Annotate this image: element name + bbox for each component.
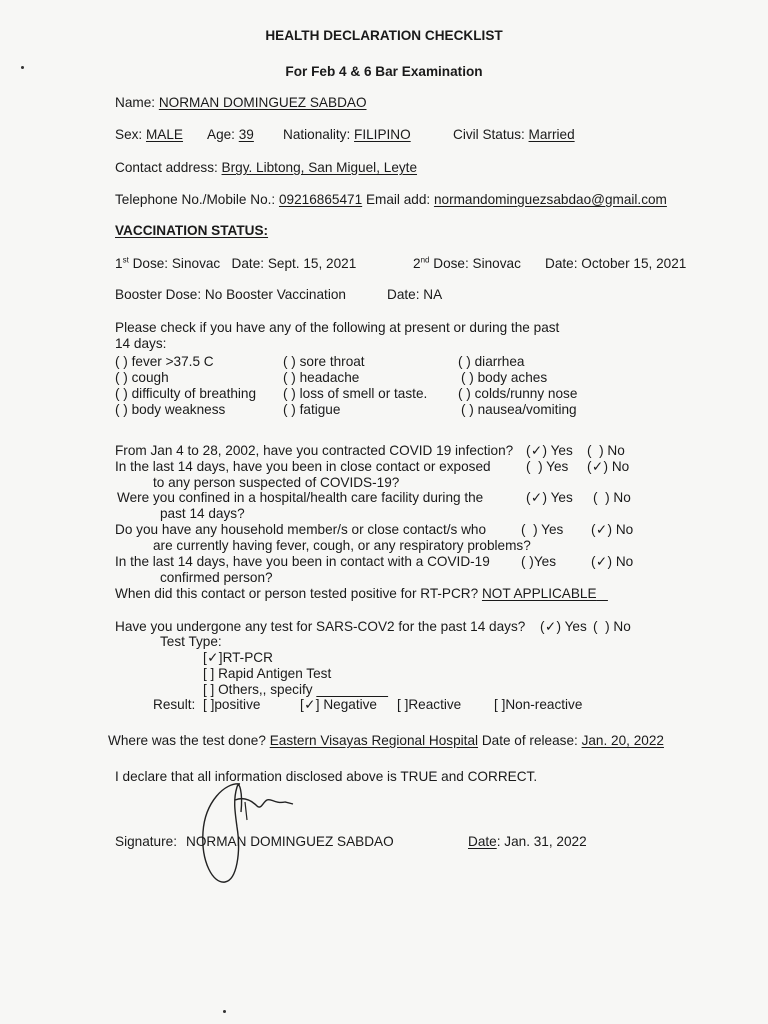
declaration-text: I declare that all information disclosed above is TRUE and CORRECT. bbox=[115, 769, 538, 784]
q7-yes-option[interactable]: (✓) Yes bbox=[540, 619, 587, 634]
symptom-weakness[interactable]: ( ) body weakness bbox=[115, 402, 226, 417]
q3-no-label: No bbox=[613, 490, 631, 505]
q2-text-2: to any person suspected of COVIDS-19? bbox=[153, 475, 400, 490]
check-mark-icon: ✓ bbox=[591, 459, 604, 474]
check-mark-icon: ✓ bbox=[530, 490, 543, 505]
q4-no-label: No bbox=[615, 522, 634, 537]
q6-text: When did this contact or person tested positive for RT-PCR? bbox=[115, 586, 479, 601]
test-antigen-option[interactable]: [ ] Rapid Antigen Test bbox=[203, 666, 332, 681]
check-mark-icon: ✓ bbox=[304, 697, 316, 712]
symptom-headache[interactable]: ( ) headache bbox=[283, 370, 360, 385]
result-nonreactive-label: ]Non-reactive bbox=[501, 697, 583, 712]
result-positive-label: ]positive bbox=[210, 697, 261, 712]
test-type-label: Test Type: bbox=[160, 634, 222, 649]
test-others-option[interactable]: [ ] Others,, specify bbox=[203, 682, 313, 697]
test-rtpcr-option[interactable]: [✓]RT-PCR bbox=[203, 650, 273, 665]
q5-no-label: No bbox=[615, 554, 634, 569]
contact-line bbox=[115, 192, 667, 208]
signature-date-line bbox=[468, 834, 587, 850]
phone-label: Telephone No./Mobile No.: bbox=[115, 192, 276, 207]
symptom-nausea[interactable]: ( ) nausea/vomiting bbox=[461, 402, 577, 417]
booster-date: Date: NA bbox=[387, 287, 443, 302]
dose1-text: Dose: Sinovac Date: Sept. 15, 2021 bbox=[128, 256, 357, 271]
check-mark-icon: ✓ bbox=[595, 554, 608, 569]
q3-yes-option[interactable]: (✓) Yes bbox=[526, 490, 573, 505]
check-mark-icon: ✓ bbox=[595, 522, 608, 537]
q2-yes-label: Yes bbox=[546, 459, 569, 474]
q1-yes-option[interactable]: (✓) Yes bbox=[526, 443, 573, 458]
scan-speck bbox=[21, 66, 24, 69]
symptom-fever[interactable]: ( ) fever >37.5 C bbox=[115, 354, 214, 369]
dose1-ordinal: st bbox=[122, 255, 129, 265]
q1-yes-label: Yes bbox=[550, 443, 573, 458]
q5-yes-option[interactable]: ( )Yes bbox=[521, 554, 557, 569]
result-positive-option[interactable]: [ ]positive bbox=[203, 697, 261, 712]
nationality-value: FILIPINO bbox=[354, 127, 411, 142]
q1-text: From Jan 4 to 28, 2002, have you contracted COVID 19 infection? bbox=[115, 443, 514, 458]
q5-text-1: In the last 14 days, have you been in contact with a COVID-19 bbox=[115, 554, 490, 569]
age-line bbox=[207, 127, 254, 143]
q5-yes-label: Yes bbox=[533, 554, 557, 569]
q7-yes-label: Yes bbox=[564, 619, 587, 634]
test-rtpcr-label: RT-PCR bbox=[222, 650, 273, 665]
result-reactive-label: ]Reactive bbox=[404, 697, 462, 712]
sex-line bbox=[115, 127, 183, 143]
dose2-date: Date: October 15, 2021 bbox=[545, 256, 687, 271]
sex-value: MALE bbox=[145, 127, 184, 142]
signature-name: NORMAN DOMINGUEZ SABDAO bbox=[186, 834, 394, 849]
q5-text-2: confirmed person? bbox=[160, 570, 273, 585]
test-location-line bbox=[108, 733, 664, 749]
dose2-number: 2 bbox=[413, 256, 421, 271]
check-mark-icon: ✓ bbox=[207, 650, 219, 665]
address-label: Contact address: bbox=[115, 160, 218, 175]
dose2-text: Dose: Sinovac bbox=[429, 256, 521, 271]
where-value: Eastern Visayas Regional Hospital bbox=[269, 733, 479, 748]
q3-text-2: past 14 days? bbox=[160, 506, 245, 521]
age-label: Age: bbox=[207, 127, 235, 142]
q7-no-option[interactable]: ( ) No bbox=[593, 619, 631, 634]
q4-text-2: are currently having fever, cough, or any respiratory problems? bbox=[153, 538, 531, 553]
check-mark-icon: ✓ bbox=[530, 443, 543, 458]
age-value: 39 bbox=[238, 127, 254, 142]
signature-label: Signature: bbox=[115, 834, 177, 849]
q2-no-option[interactable]: (✓) No bbox=[587, 459, 630, 474]
q7-text: Have you undergone any test for SARS-COV2 for the past 14 days? bbox=[115, 619, 526, 634]
q1-no-option[interactable]: ( ) No bbox=[587, 443, 625, 458]
date-value: : Jan. 31, 2022 bbox=[496, 834, 587, 849]
civil-status-value: Married bbox=[528, 127, 575, 142]
q4-yes-option[interactable]: ( ) Yes bbox=[521, 522, 564, 537]
name-line bbox=[115, 95, 367, 111]
result-negative-label: Negative bbox=[323, 697, 377, 712]
test-others-label: Others,, specify bbox=[218, 682, 313, 697]
symptom-fatigue[interactable]: ( ) fatigue bbox=[283, 402, 341, 417]
symptom-cough[interactable]: ( ) cough bbox=[115, 370, 169, 385]
release-value: Jan. 20, 2022 bbox=[581, 733, 664, 748]
result-nonreactive-option[interactable]: [ ]Non-reactive bbox=[494, 697, 583, 712]
test-antigen-label: Rapid Antigen Test bbox=[218, 666, 332, 681]
nationality-line bbox=[283, 127, 411, 143]
result-reactive-option[interactable]: [ ]Reactive bbox=[397, 697, 462, 712]
q4-no-option[interactable]: (✓) No bbox=[591, 522, 634, 537]
phone-value: 09216865471 bbox=[278, 192, 363, 207]
email-label: Email add: bbox=[365, 192, 431, 207]
q2-no-label: No bbox=[611, 459, 630, 474]
q2-yes-option[interactable]: ( ) Yes bbox=[526, 459, 569, 474]
dose1-number: 1 bbox=[115, 256, 123, 271]
nationality-label: Nationality: bbox=[283, 127, 351, 142]
form-title: HEALTH DECLARATION CHECKLIST bbox=[265, 28, 503, 43]
booster-line: Booster Dose: No Booster Vaccination bbox=[115, 287, 346, 302]
check-mark-icon: ✓ bbox=[544, 619, 557, 634]
q3-text-1: Were you confined in a hospital/health care facility during the bbox=[117, 490, 484, 505]
result-negative-option[interactable]: [✓] Negative bbox=[300, 697, 377, 712]
address-line bbox=[115, 160, 417, 176]
release-label: Date of release: bbox=[481, 733, 578, 748]
q6-value: NOT APPLICABLE bbox=[481, 586, 597, 601]
symptom-colds[interactable]: ( ) colds/runny nose bbox=[458, 386, 578, 401]
dose2-ordinal: nd bbox=[420, 255, 430, 265]
q3-yes-label: Yes bbox=[550, 490, 573, 505]
symptom-smell-taste[interactable]: ( ) loss of smell or taste. bbox=[283, 386, 428, 401]
civil-status-label: Civil Status: bbox=[453, 127, 525, 142]
q3-no-option[interactable]: ( ) No bbox=[593, 490, 631, 505]
q5-no-option[interactable]: (✓) No bbox=[591, 554, 634, 569]
symptom-sore-throat[interactable]: ( ) sore throat bbox=[283, 354, 365, 369]
name-label: Name: bbox=[115, 95, 156, 110]
symptoms-intro-2: 14 days: bbox=[115, 336, 167, 351]
where-label: Where was the test done? bbox=[108, 733, 266, 748]
name-value: NORMAN DOMINGUEZ SABDAO bbox=[158, 95, 367, 110]
symptom-body-aches[interactable]: ( ) body aches bbox=[461, 370, 548, 385]
handwritten-signature-icon bbox=[185, 772, 305, 892]
date-label: Date bbox=[468, 834, 497, 849]
civil-status-line bbox=[453, 127, 575, 143]
result-label: Result: bbox=[153, 697, 196, 712]
q4-text-1: Do you have any household member/s or close contact/s who bbox=[115, 522, 487, 537]
scan-speck bbox=[223, 1010, 226, 1013]
dose2-line bbox=[413, 256, 521, 272]
q4-yes-label: Yes bbox=[541, 522, 564, 537]
form-subtitle: For Feb 4 & 6 Bar Examination bbox=[285, 64, 483, 79]
symptoms-intro-1: Please check if you have any of the following at present or during the past bbox=[115, 320, 560, 335]
vaccination-heading: VACCINATION STATUS: bbox=[115, 223, 269, 238]
q2-text-1: In the last 14 days, have you been in close contact or exposed bbox=[115, 459, 491, 474]
symptom-diarrhea[interactable]: ( ) diarrhea bbox=[458, 354, 525, 369]
q1-no-label: No bbox=[607, 443, 625, 458]
q6-line bbox=[115, 586, 608, 602]
email-value: normandominguezsabdao@gmail.com bbox=[433, 192, 667, 207]
address-value: Brgy. Libtong, San Miguel, Leyte bbox=[221, 160, 418, 175]
sex-label: Sex: bbox=[115, 127, 143, 142]
dose1-line bbox=[115, 256, 356, 272]
symptom-breathing[interactable]: ( ) difficulty of breathing bbox=[115, 386, 257, 401]
q7-no-label: No bbox=[613, 619, 631, 634]
